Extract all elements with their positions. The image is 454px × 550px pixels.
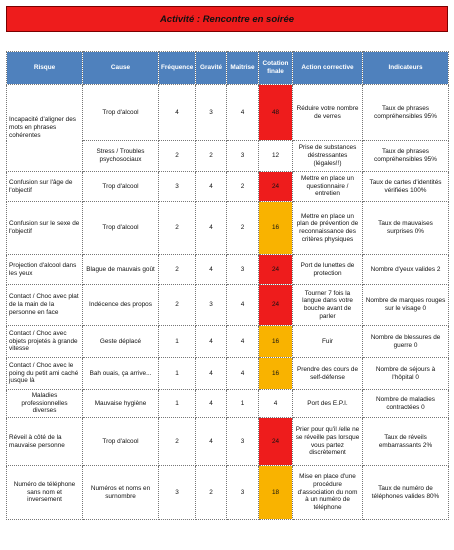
header-cotation: Cotation finale xyxy=(259,52,293,85)
table-row xyxy=(7,390,449,418)
frequency-cell: 1 xyxy=(159,390,196,418)
cause-cell: Trop d'alcool xyxy=(83,418,159,466)
risk-cell: Incapacité d'aligner des mots en phrases cohérentes xyxy=(7,85,83,172)
control-cell: 4 xyxy=(227,358,259,390)
indicator-cell: Taux de phrases compréhensibles 95% xyxy=(363,85,449,141)
score-cell: 24 xyxy=(259,418,293,466)
action-cell: Mettre en place un questionnaire / entretien xyxy=(293,172,363,202)
control-cell: 4 xyxy=(227,285,259,326)
action-cell: Tourner 7 fois la langue dans votre bouche avant de parler xyxy=(293,285,363,326)
frequency-cell: 2 xyxy=(159,255,196,285)
severity-cell: 4 xyxy=(196,255,227,285)
score-cell: 4 xyxy=(259,390,293,418)
action-cell: Mettre en place un plan de prévention de reconnaissance des critères physiques xyxy=(293,202,363,255)
severity-cell: 2 xyxy=(196,466,227,520)
score-cell: 24 xyxy=(259,255,293,285)
indicator-cell: Nombre de maladies contractées 0 xyxy=(363,390,449,418)
cause-cell: Mauvaise hygiène xyxy=(83,390,159,418)
control-cell: 4 xyxy=(227,85,259,141)
severity-cell: 3 xyxy=(196,285,227,326)
cause-cell: Blague de mauvais goût xyxy=(83,255,159,285)
indicator-cell: Nombre de marques rouges sur le visage 0 xyxy=(363,285,449,326)
frequency-cell: 3 xyxy=(159,466,196,520)
indicator-cell: Taux de numéro de téléphones valides 80% xyxy=(363,466,449,520)
score-cell: 16 xyxy=(259,326,293,358)
severity-cell: 4 xyxy=(196,358,227,390)
risk-cell: Numéro de téléphone sans nom et inversement xyxy=(7,466,83,520)
risk-cell: Contact / Choc avec plat de la main de la personne en face xyxy=(7,285,83,326)
risk-cell: Réveil à côté de la mauvaise personne xyxy=(7,418,83,466)
header-action: Action corrective xyxy=(293,52,363,85)
risk-cell: Projection d'alcool dans les yeux xyxy=(7,255,83,285)
frequency-cell: 2 xyxy=(159,418,196,466)
table-header-row xyxy=(7,52,449,85)
header-frequence: Fréquence xyxy=(159,52,196,85)
risk-table xyxy=(6,51,449,520)
control-cell: 3 xyxy=(227,141,259,172)
severity-cell: 3 xyxy=(196,85,227,141)
action-cell: Mise en place d'une procédure d'association du nom à un numéro de téléphone xyxy=(293,466,363,520)
frequency-cell: 2 xyxy=(159,202,196,255)
control-cell: 1 xyxy=(227,390,259,418)
risk-cell: Maladies professionnelles diverses xyxy=(7,390,83,418)
score-cell: 18 xyxy=(259,466,293,520)
table-row xyxy=(7,85,449,141)
severity-cell: 2 xyxy=(196,141,227,172)
control-cell: 3 xyxy=(227,466,259,520)
severity-cell: 4 xyxy=(196,390,227,418)
activity-title-banner: Activité : Rencontre en soirée xyxy=(6,6,448,32)
cause-cell: Numéros et noms en surnombre xyxy=(83,466,159,520)
severity-cell: 4 xyxy=(196,172,227,202)
score-cell: 16 xyxy=(259,202,293,255)
indicator-cell: Taux de mauvaises surprises 0% xyxy=(363,202,449,255)
indicator-cell: Nombre d'yeux valides 2 xyxy=(363,255,449,285)
indicator-cell: Taux de cartes d'identités vérifiées 100% xyxy=(363,172,449,202)
header-risque: Risque xyxy=(7,52,83,85)
control-cell: 2 xyxy=(227,202,259,255)
header-cause: Cause xyxy=(83,52,159,85)
header-gravite: Gravité xyxy=(196,52,227,85)
table-row xyxy=(7,255,449,285)
risk-cell: Contact / Choc avec le poing du petit ami caché jusque là xyxy=(7,358,83,390)
frequency-cell: 1 xyxy=(159,326,196,358)
table-row xyxy=(7,418,449,466)
score-cell: 16 xyxy=(259,358,293,390)
score-cell: 48 xyxy=(259,85,293,141)
cause-cell: Trop d'alcool xyxy=(83,202,159,255)
table-row xyxy=(7,172,449,202)
cause-cell: Stress / Troubles psychosociaux xyxy=(83,141,159,172)
indicator-cell: Nombre de séjours à l'hôpital 0 xyxy=(363,358,449,390)
risk-cell: Confusion sur le sexe de l'objectif xyxy=(7,202,83,255)
frequency-cell: 3 xyxy=(159,172,196,202)
frequency-cell: 2 xyxy=(159,141,196,172)
severity-cell: 4 xyxy=(196,326,227,358)
action-cell: Prendre des cours de self-défense xyxy=(293,358,363,390)
control-cell: 4 xyxy=(227,326,259,358)
header-indicateurs: Indicateurs xyxy=(363,52,449,85)
table-row xyxy=(7,202,449,255)
table-row xyxy=(7,326,449,358)
table-row xyxy=(7,466,449,520)
frequency-cell: 4 xyxy=(159,85,196,141)
score-cell: 12 xyxy=(259,141,293,172)
score-cell: 24 xyxy=(259,285,293,326)
risk-cell: Contact / Choc avec objets projetés à grande vitesse xyxy=(7,326,83,358)
severity-cell: 4 xyxy=(196,418,227,466)
table-row xyxy=(7,285,449,326)
risk-cell: Confusion sur l'âge de l'objectif xyxy=(7,172,83,202)
severity-cell: 4 xyxy=(196,202,227,255)
control-cell: 2 xyxy=(227,172,259,202)
action-cell: Port des E.P.I. xyxy=(293,390,363,418)
frequency-cell: 1 xyxy=(159,358,196,390)
control-cell: 3 xyxy=(227,418,259,466)
header-maitrise: Maîtrise xyxy=(227,52,259,85)
indicator-cell: Nombre de blessures de guerre 0 xyxy=(363,326,449,358)
cause-cell: Trop d'alcool xyxy=(83,85,159,141)
cause-cell: Bah ouais, ça arrive... xyxy=(83,358,159,390)
action-cell: Prier pour qu'il /elle ne se réveille pas lorsque vous partez discrètement xyxy=(293,418,363,466)
action-cell: Réduire votre nombre de verres xyxy=(293,85,363,141)
action-cell: Prise de substances déstressantes (légales!!) xyxy=(293,141,363,172)
cause-cell: Indécence des propos xyxy=(83,285,159,326)
action-cell: Port de lunettes de protection xyxy=(293,255,363,285)
control-cell: 3 xyxy=(227,255,259,285)
score-cell: 24 xyxy=(259,172,293,202)
cause-cell: Trop d'alcool xyxy=(83,172,159,202)
indicator-cell: Taux de phrases compréhensibles 95% xyxy=(363,141,449,172)
frequency-cell: 2 xyxy=(159,285,196,326)
table-row xyxy=(7,358,449,390)
indicator-cell: Taux de réveils embarrassants 2% xyxy=(363,418,449,466)
cause-cell: Geste déplacé xyxy=(83,326,159,358)
action-cell: Fuir xyxy=(293,326,363,358)
